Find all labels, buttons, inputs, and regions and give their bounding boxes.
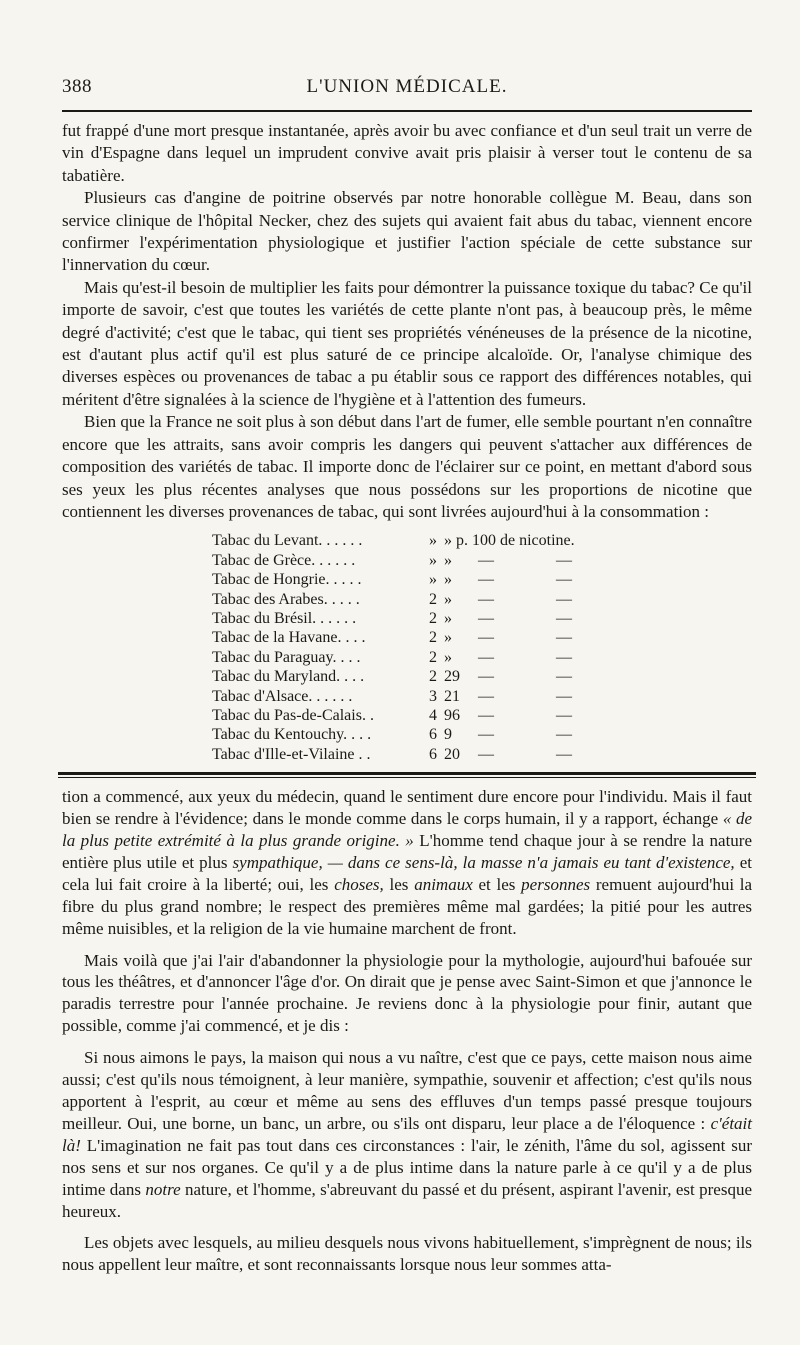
table-row — [212, 628, 752, 647]
article-paragraph: Mais qu'est-il besoin de multiplier les faits pour démontrer la puissance toxique du tabac? Ce qu'il importe de savoir, c'est que toutes les variétés de cette plante n'ont pas, à beaucoup près, le même degré d'activité; c'est que le tabac, qui tient ses propriétés vénéneuses de la présence de la nicotine, est d'autant plus actif qu'il est plus saturé de ce principe alcaloïde. Or, l'analyse chimique des diverses espèces ou provenances de tabac a pu établir sous ce rapport des différences notables, qui méritent d'être signalées à la science de l'hygiène et à l'attention des fumeurs. — [62, 277, 752, 409]
table-cell-whole: 2 — [429, 590, 437, 608]
italic-run: notre — [145, 1179, 181, 1199]
text-run: Si nous aimons le pays, la maison qui nous a vu naître, c'est que ce pays, cette maison nous aime aussi; c'est qu'ils nous témoignent, à leur manière, sympathie, souvenir et affection; c'est qu'ils nous apportent à l'esprit, au cœur et même au sens des effluves d'un temps passé presque toujours meilleur. Oui, une borne, un banc, un arbre, ou s'ils ont disparu, leur place a de l'éloquence : — [62, 1048, 752, 1133]
ditto-mark: — — [556, 609, 572, 627]
paragraph-gap — [62, 940, 752, 950]
table-cell-fraction: » — [444, 648, 452, 666]
ditto-mark: — — [556, 590, 572, 608]
table-row — [212, 590, 752, 609]
table-cell-whole: 4 — [429, 706, 437, 724]
table-row — [212, 570, 752, 589]
text-run: les — [389, 874, 409, 894]
paragraph-gap — [62, 1037, 752, 1047]
table-cell-whole: » — [429, 532, 437, 550]
table-cell-whole: 2 — [429, 609, 437, 627]
ditto-mark: — — [556, 687, 572, 705]
italic-run: personnes — [521, 874, 591, 894]
table-cell-fraction: » — [444, 571, 452, 589]
table-row — [212, 706, 752, 725]
table-row — [212, 745, 752, 764]
table-cell-fraction: 21 — [444, 687, 460, 705]
table-cell-fraction: » — [444, 609, 452, 627]
ditto-mark: — — [556, 668, 572, 686]
table-cell-name: Tabac de Hongrie. . . . . — [212, 571, 362, 589]
ditto-mark: — — [478, 706, 494, 724]
table-cell-fraction: » — [444, 590, 452, 608]
ditto-mark: — — [478, 745, 494, 763]
table-row — [212, 667, 752, 686]
table-cell-whole: » — [429, 551, 437, 569]
italic-run: choses, — [334, 874, 384, 894]
ditto-mark: — — [478, 629, 494, 647]
running-title: L'UNION MÉDICALE. — [306, 76, 508, 97]
ditto-mark: — — [556, 629, 572, 647]
page — [62, 70, 752, 1276]
table-cell-name: Tabac d'Alsace. . . . . . — [212, 687, 353, 705]
table-cell-whole: 2 — [429, 648, 437, 666]
table-row — [212, 531, 752, 550]
table-row — [212, 687, 752, 706]
table-cell-name: Tabac de Grèce. . . . . . — [212, 551, 356, 569]
text-run: tion a commencé, aux yeux du médecin, quand le sentiment dure encore pour l'individu. Mais il faut bien se rendre à l'évidence; dans le monde comme dans le corps humain, il y a rapport, échange — [62, 787, 752, 829]
feuilleton-paragraph: Mais voilà que j'ai l'air d'abandonner la physiologie pour la mythologie, aujourd'hui bafouée sur tous les théâtres, et d'annoncer l'âge d'or. On dirait que je pense avec Saint-Simon et que j'annonce le paradis terrestre pour l'année prochaine. Je reviens donc à la physiologie pour finir, autant que possible, comme j'ai commencé, et je dis : — [62, 950, 752, 1036]
ditto-mark: — — [478, 551, 494, 569]
ditto-mark: — — [556, 648, 572, 666]
text-run: et cela lui fait croire à la liberté; oui, les — [62, 852, 752, 894]
text-run: nature, et l'homme, s'abreuvant du passé et du présent, aspirant l'avenir, est presque heureux. — [62, 1179, 752, 1221]
italic-run: sympathique, — dans ce sens-là, la masse n'a jamais eu tant d'existence, — [232, 852, 735, 872]
italic-run: c'était là! — [62, 1113, 753, 1155]
page-header — [62, 70, 752, 104]
table-cell-name: Tabac du Levant. . . . . . — [212, 532, 363, 550]
ditto-mark: — — [478, 668, 494, 686]
table-cell-name: Tabac du Pas-de-Calais. . — [212, 706, 374, 724]
ditto-mark: — — [556, 571, 572, 589]
ditto-mark: — — [556, 706, 572, 724]
header-rule — [62, 110, 752, 112]
text-run: remuent aujourd'hui la fibre du plus grand nombre; le respect des premières même mal gardées; la pitié pour les autres même nuisibles, et la religion de la vie humaine marchent de front. — [62, 874, 753, 938]
article-paragraph: Plusieurs cas d'angine de poitrine observés par notre honorable collègue M. Beau, dans son service clinique de l'hôpital Necker, chez des sujets qui avaient fait abus du tabac, viennent encore confirmer l'expérimentation physiologique et justifier l'action spéciale de cette substance sur l'innervation du cœur. — [62, 188, 752, 275]
table-cell-whole: 3 — [429, 687, 437, 705]
table-cell-fraction: » p. 100 de nicotine. — [444, 532, 575, 550]
text-run: L'imagination ne fait pas tout dans ces circonstances : l'air, le zénith, l'âme du sol, agissent sur nos sens et sur nos organes. Ce qu'il y a de plus intime dans la nature parle à ce qu'il y a de plus intime dans — [62, 1135, 753, 1199]
table-row — [212, 551, 752, 570]
page-number: 388 — [62, 76, 92, 97]
table-cell-whole: 6 — [429, 745, 437, 763]
ditto-mark: — — [556, 726, 572, 744]
table-cell-fraction: 20 — [444, 745, 460, 763]
table-cell-fraction: 96 — [444, 706, 460, 724]
table-cell-name: Tabac du Brésil. . . . . . — [212, 609, 357, 627]
table-cell-name: Tabac des Arabes. . . . . — [212, 590, 360, 608]
ditto-mark: — — [478, 571, 494, 589]
table-row — [212, 725, 752, 744]
table-cell-fraction: » — [444, 551, 452, 569]
ditto-mark: — — [478, 590, 494, 608]
nicotine-table — [212, 531, 752, 764]
table-cell-name: Tabac du Paraguay. . . . — [212, 648, 361, 666]
ditto-mark: — — [478, 687, 494, 705]
ditto-mark: — — [478, 648, 494, 666]
table-cell-whole: 2 — [429, 668, 437, 686]
table-row — [212, 609, 752, 628]
feuilleton-paragraph — [62, 786, 752, 939]
italic-run: animaux — [414, 874, 473, 894]
text-run: et les — [478, 874, 516, 894]
text-run: L'homme tend chaque jour à se rendre la nature entière plus utile et plus — [62, 831, 753, 872]
table-cell-fraction: 29 — [444, 668, 460, 686]
feuilleton-paragraph: Les objets avec lesquels, au milieu desquels nous vivons habituellement, s'imprègnent de nous; ils nous appellent leur maître, et sont reconnaissants lorsque nous leur sommes atta- — [62, 1233, 752, 1275]
table-cell-name: Tabac de la Havane. . . . — [212, 629, 366, 647]
italic-quote: « de la plus petite extrémité à la plus grande origine. » — [62, 809, 753, 850]
table-cell-fraction: 9 — [444, 726, 452, 744]
table-cell-whole: 6 — [429, 726, 437, 744]
ditto-mark: — — [478, 609, 494, 627]
feuilleton-divider — [58, 772, 756, 778]
paragraph-gap — [62, 1222, 752, 1232]
ditto-mark: — — [478, 726, 494, 744]
ditto-mark: — — [556, 551, 572, 569]
article-paragraph: Bien que la France ne soit plus à son début dans l'art de fumer, elle semble pourtant n'en connaître encore que les attraits, sans avoir compris les dangers qui peuvent s'attacher aux différences de composition des variétés de tabac. Il importe donc de l'éclairer sur ce point, en mettant d'abord sous ses yeux les plus récentes analyses que nous possédons sur les proportions de nicotine que contiennent les diverses provenances de tabac, qui sont livrées aujourd'hui à la consommation : — [62, 412, 752, 521]
feuilleton-paragraph — [62, 1047, 752, 1222]
table-cell-whole: » — [429, 571, 437, 589]
table-cell-name: Tabac d'Ille-et-Vilaine . . — [212, 745, 371, 763]
table-cell-whole: 2 — [429, 629, 437, 647]
article-paragraph: fut frappé d'une mort presque instantanée, après avoir bu avec confiance et d'un seul trait un verre de vin d'Espagne dans lequel un imprudent convive avait pris plaisir à verser tout le contenu de sa tabatière. — [62, 121, 752, 185]
table-cell-name: Tabac du Kentouchy. . . . — [212, 726, 372, 744]
table-cell-name: Tabac du Maryland. . . . — [212, 668, 365, 686]
table-row — [212, 648, 752, 667]
table-cell-fraction: » — [444, 629, 452, 647]
ditto-mark: — — [556, 745, 572, 763]
